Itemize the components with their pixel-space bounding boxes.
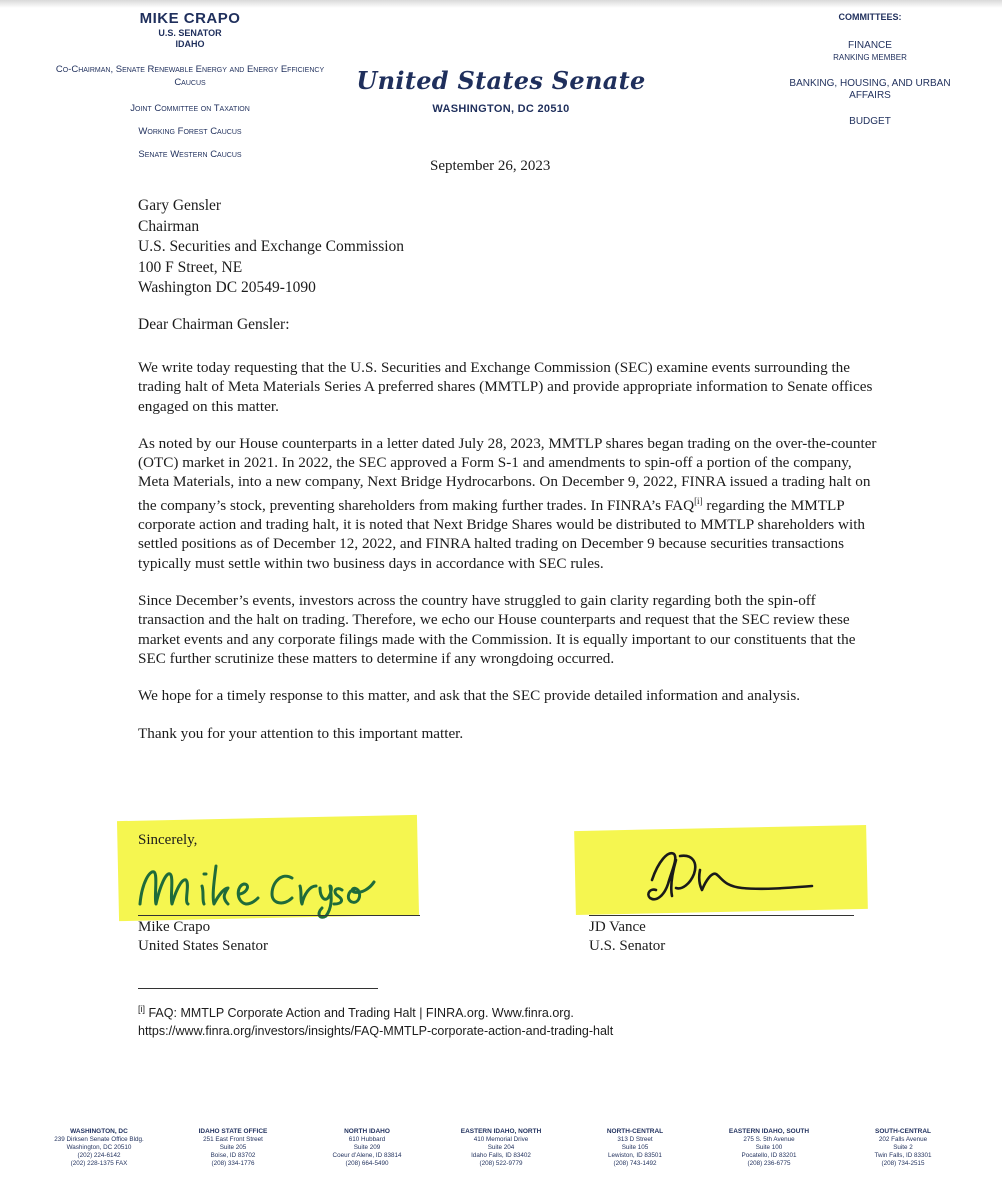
office-name: EASTERN IDAHO, SOUTH — [728, 1128, 810, 1135]
committee-name: BANKING, HOUSING, AND URBAN AFFAIRS — [789, 78, 951, 101]
office-line: 610 Hubbard — [348, 1136, 386, 1143]
office-line: Coeur d’Alene, ID 83814 — [332, 1152, 402, 1159]
recipient-line: Gary Gensler — [138, 197, 222, 214]
senator-name: MIKE CRAPO — [139, 10, 241, 27]
office-block — [576, 1128, 694, 1168]
office-line: Lewiston, ID 83501 — [608, 1152, 662, 1159]
office-line: 410 Memorial Drive — [473, 1136, 529, 1143]
office-line: (208) 664-5490 — [345, 1160, 389, 1167]
office-name: IDAHO STATE OFFICE — [198, 1128, 268, 1135]
committee-role: RANKING MEMBER — [833, 53, 907, 62]
office-line: Suite 205 — [219, 1144, 247, 1151]
closing: Sincerely, — [138, 832, 198, 848]
caucus-item: Working Forest Caucus — [138, 126, 242, 137]
caucus-item: Senate Western Caucus — [138, 149, 242, 160]
signer-block — [138, 918, 268, 956]
footnote-ref: [i] — [694, 495, 703, 506]
office-block — [40, 1128, 158, 1168]
recipient-line: U.S. Securities and Exchange Commission — [138, 238, 405, 255]
recipient-line: 100 F Street, NE — [138, 258, 243, 276]
office-line: (208) 236-6775 — [747, 1160, 791, 1167]
crapo-signature — [132, 842, 432, 922]
committee-item — [770, 78, 970, 102]
committee-name: BUDGET — [849, 116, 891, 127]
office-line: (202) 228-1375 FAX — [70, 1160, 128, 1167]
office-line: Suite 100 — [755, 1144, 783, 1151]
signer-name: JD Vance — [589, 919, 646, 935]
signer-title: United States Senator — [138, 938, 268, 954]
paragraph-text: As noted by our House counterparts in a letter dated July 28, 2023, MMTLP shares began trading on the over-the-counter (OTC) market in 2021. In 2022, the SEC approved a Form S-1 and amendments to spin-off a portion of the company, Meta Materials, into a new company, Next Bridge Hydrocarbons. On December 9, 2022, FINRA issued a trading halt on the company’s stock, preventing shareholders from making further trades. In FINRA’s FAQ — [138, 434, 877, 514]
letter-body — [138, 358, 878, 761]
committees-block — [770, 12, 970, 142]
caucus-list — [40, 63, 340, 161]
paragraph: We write today requesting that the U.S. Securities and Exchange Commission (SEC) examine events surrounding the trading halt of Meta Materials Series A preferred shares (MMTLP) and provide appropriate information to Senate offices engaged on this matter. — [138, 359, 873, 415]
office-line: 202 Falls Avenue — [878, 1136, 928, 1143]
office-block — [442, 1128, 560, 1168]
footnote — [138, 1000, 613, 1040]
scan-edge — [0, 0, 1002, 8]
caucus-item: Co-Chairman, Senate Renewable Energy and Energy Efficiency Caucus — [55, 64, 325, 88]
office-name: NORTH-CENTRAL — [606, 1128, 664, 1135]
vance-signature — [612, 840, 832, 910]
recipient-line: Washington DC 20549-1090 — [138, 279, 316, 296]
salutation: Dear Chairman Gensler: — [138, 316, 290, 333]
senator-state: IDAHO — [175, 39, 205, 49]
senator-title: U.S. SENATOR — [158, 28, 222, 38]
footnote-marker: [i] — [138, 1004, 146, 1014]
signature-line — [138, 915, 420, 916]
office-footer — [40, 1128, 962, 1168]
paragraph-text: regarding the MMTLP corporate action and trading halt, it is noted that Next Bridge Shares would be distributed to MMTLP shareholders with settled positions as of December 12, 2022, and FINRA halted trading on December 9 because securities transactions typically must settle within two business days in accordance with SEC rules. — [138, 496, 866, 572]
letter-date: September 26, 2023 — [430, 158, 551, 174]
signer-title: U.S. Senator — [589, 938, 666, 954]
office-line: 275 S. 5th Avenue — [743, 1136, 795, 1143]
office-line: (208) 734-2515 — [881, 1160, 925, 1167]
office-line: Suite 105 — [621, 1144, 649, 1151]
senate-title: United States Senate — [356, 66, 646, 95]
office-name: EASTERN IDAHO, NORTH — [460, 1128, 542, 1135]
recipient-address — [138, 196, 404, 299]
footnote-divider — [138, 988, 378, 989]
office-name: SOUTH-CENTRAL — [875, 1128, 931, 1135]
signer-block — [589, 918, 665, 956]
office-line: (202) 224-6142 — [77, 1152, 121, 1159]
office-line: Suite 209 — [353, 1144, 381, 1151]
office-line: (208) 334-1776 — [211, 1160, 255, 1167]
senate-address: WASHINGTON, DC 20510 — [432, 103, 570, 115]
office-name: WASHINGTON, DC — [70, 1128, 128, 1135]
recipient-line: Chairman — [138, 217, 200, 235]
office-line: (208) 743-1492 — [613, 1160, 657, 1167]
office-line: Boise, ID 83702 — [210, 1152, 256, 1159]
office-line: Twin Falls, ID 83301 — [874, 1152, 932, 1159]
committees-heading: COMMITTEES: — [838, 12, 902, 22]
office-line: Washington, DC 20510 — [66, 1144, 132, 1151]
signer-name: Mike Crapo — [138, 919, 211, 935]
office-block — [308, 1128, 426, 1168]
senate-heading — [340, 66, 662, 115]
committee-item — [770, 116, 970, 128]
office-line: 313 D Street — [617, 1136, 653, 1143]
office-block — [710, 1128, 828, 1168]
committee-item — [770, 40, 970, 64]
office-block — [844, 1128, 962, 1168]
paragraph: We hope for a timely response to this matter, and ask that the SEC provide detailed information and analysis. — [138, 687, 801, 705]
senator-letterhead — [40, 10, 340, 171]
caucus-item: Joint Committee on Taxation — [130, 103, 250, 114]
signature-line — [589, 915, 854, 916]
office-line: (208) 522-9779 — [479, 1160, 523, 1167]
paragraph — [138, 434, 878, 573]
footnote-url: https://www.finra.org/investors/insights/FAQ-MMTLP-corporate-action-and-trading-halt — [138, 1024, 614, 1039]
paragraph: Thank you for your attention to this important matter. — [138, 724, 464, 742]
office-line: 239 Dirksen Senate Office Bldg. — [54, 1136, 144, 1143]
office-line: Suite 2 — [893, 1144, 913, 1151]
office-line: 251 East Front Street — [203, 1136, 263, 1143]
office-line: Pocatello, ID 83201 — [741, 1152, 797, 1159]
committees-list — [770, 40, 970, 128]
office-line: Idaho Falls, ID 83402 — [471, 1152, 531, 1159]
committee-name: FINANCE — [848, 40, 892, 51]
office-name: NORTH IDAHO — [344, 1128, 390, 1135]
office-line: Suite 204 — [487, 1144, 515, 1151]
footnote-text: FAQ: MMTLP Corporate Action and Trading Halt | FINRA.org. Www.finra.org. — [145, 1006, 574, 1021]
footnote-line — [138, 1000, 613, 1022]
office-block — [174, 1128, 292, 1168]
paragraph: Since December’s events, investors across the country have struggled to gain clarity regarding both the spin-off transaction and the halt on trading. Therefore, we echo our House counterparts and request that the SEC review these market events and any corporate filings made with the Commission. It is equally important to our constituents that the SEC further scrutinize these matters to determine if any wrongdoing occurred. — [138, 592, 856, 667]
